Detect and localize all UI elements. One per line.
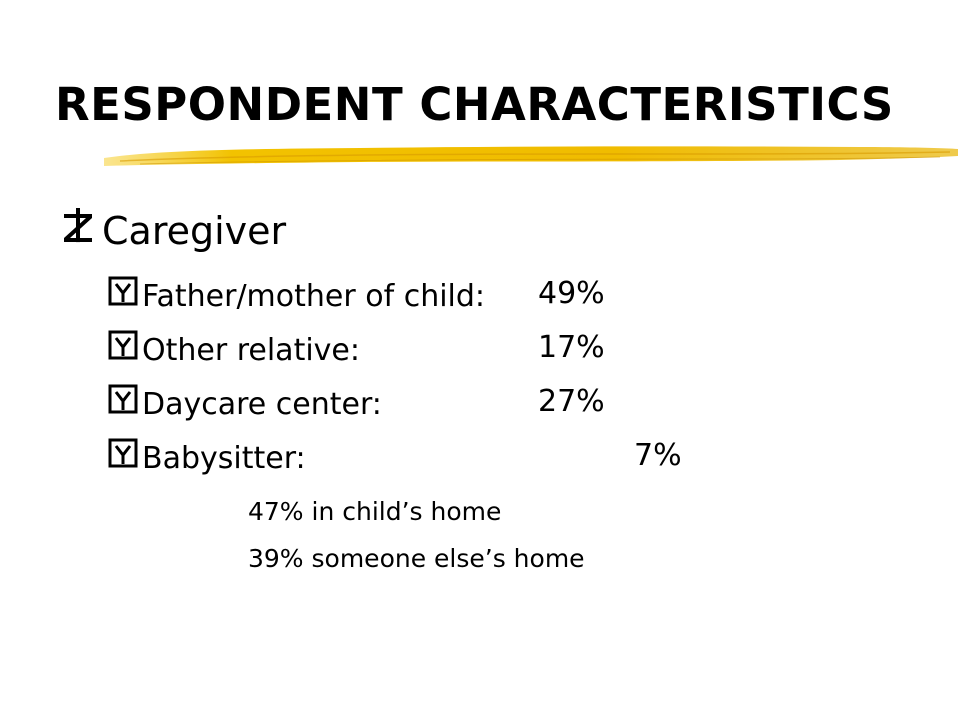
y-bullet-icon: [108, 438, 138, 468]
caregiver-heading: Caregiver: [102, 209, 287, 253]
y-bullet-icon: [108, 384, 138, 414]
bullet-other-relative: [108, 330, 360, 368]
title-underline-brushstroke: [100, 140, 960, 172]
y-bullet-icon: [108, 330, 138, 360]
item-value: 7%: [634, 438, 682, 473]
item-label: Father/mother of child:: [142, 279, 486, 314]
item-value: 17%: [538, 330, 605, 365]
slide-title: RESPONDENT CHARACTERISTICS: [55, 78, 894, 131]
item-label: Babysitter:: [142, 441, 306, 476]
sub-item-someone-elses-home: 39% someone else’s home: [248, 544, 585, 573]
y-bullet-icon: [108, 276, 138, 306]
bullet-caregiver: [60, 208, 286, 253]
item-label: Other relative:: [142, 333, 360, 368]
bullet-babysitter: [108, 438, 306, 476]
bullet-daycare-center: [108, 384, 382, 422]
z-bullet-icon: [60, 208, 96, 244]
bullet-father-mother: [108, 276, 485, 314]
item-label: Daycare center:: [142, 387, 382, 422]
item-value: 49%: [538, 276, 605, 311]
item-value: 27%: [538, 384, 605, 419]
sub-item-childs-home: 47% in child’s home: [248, 497, 502, 526]
